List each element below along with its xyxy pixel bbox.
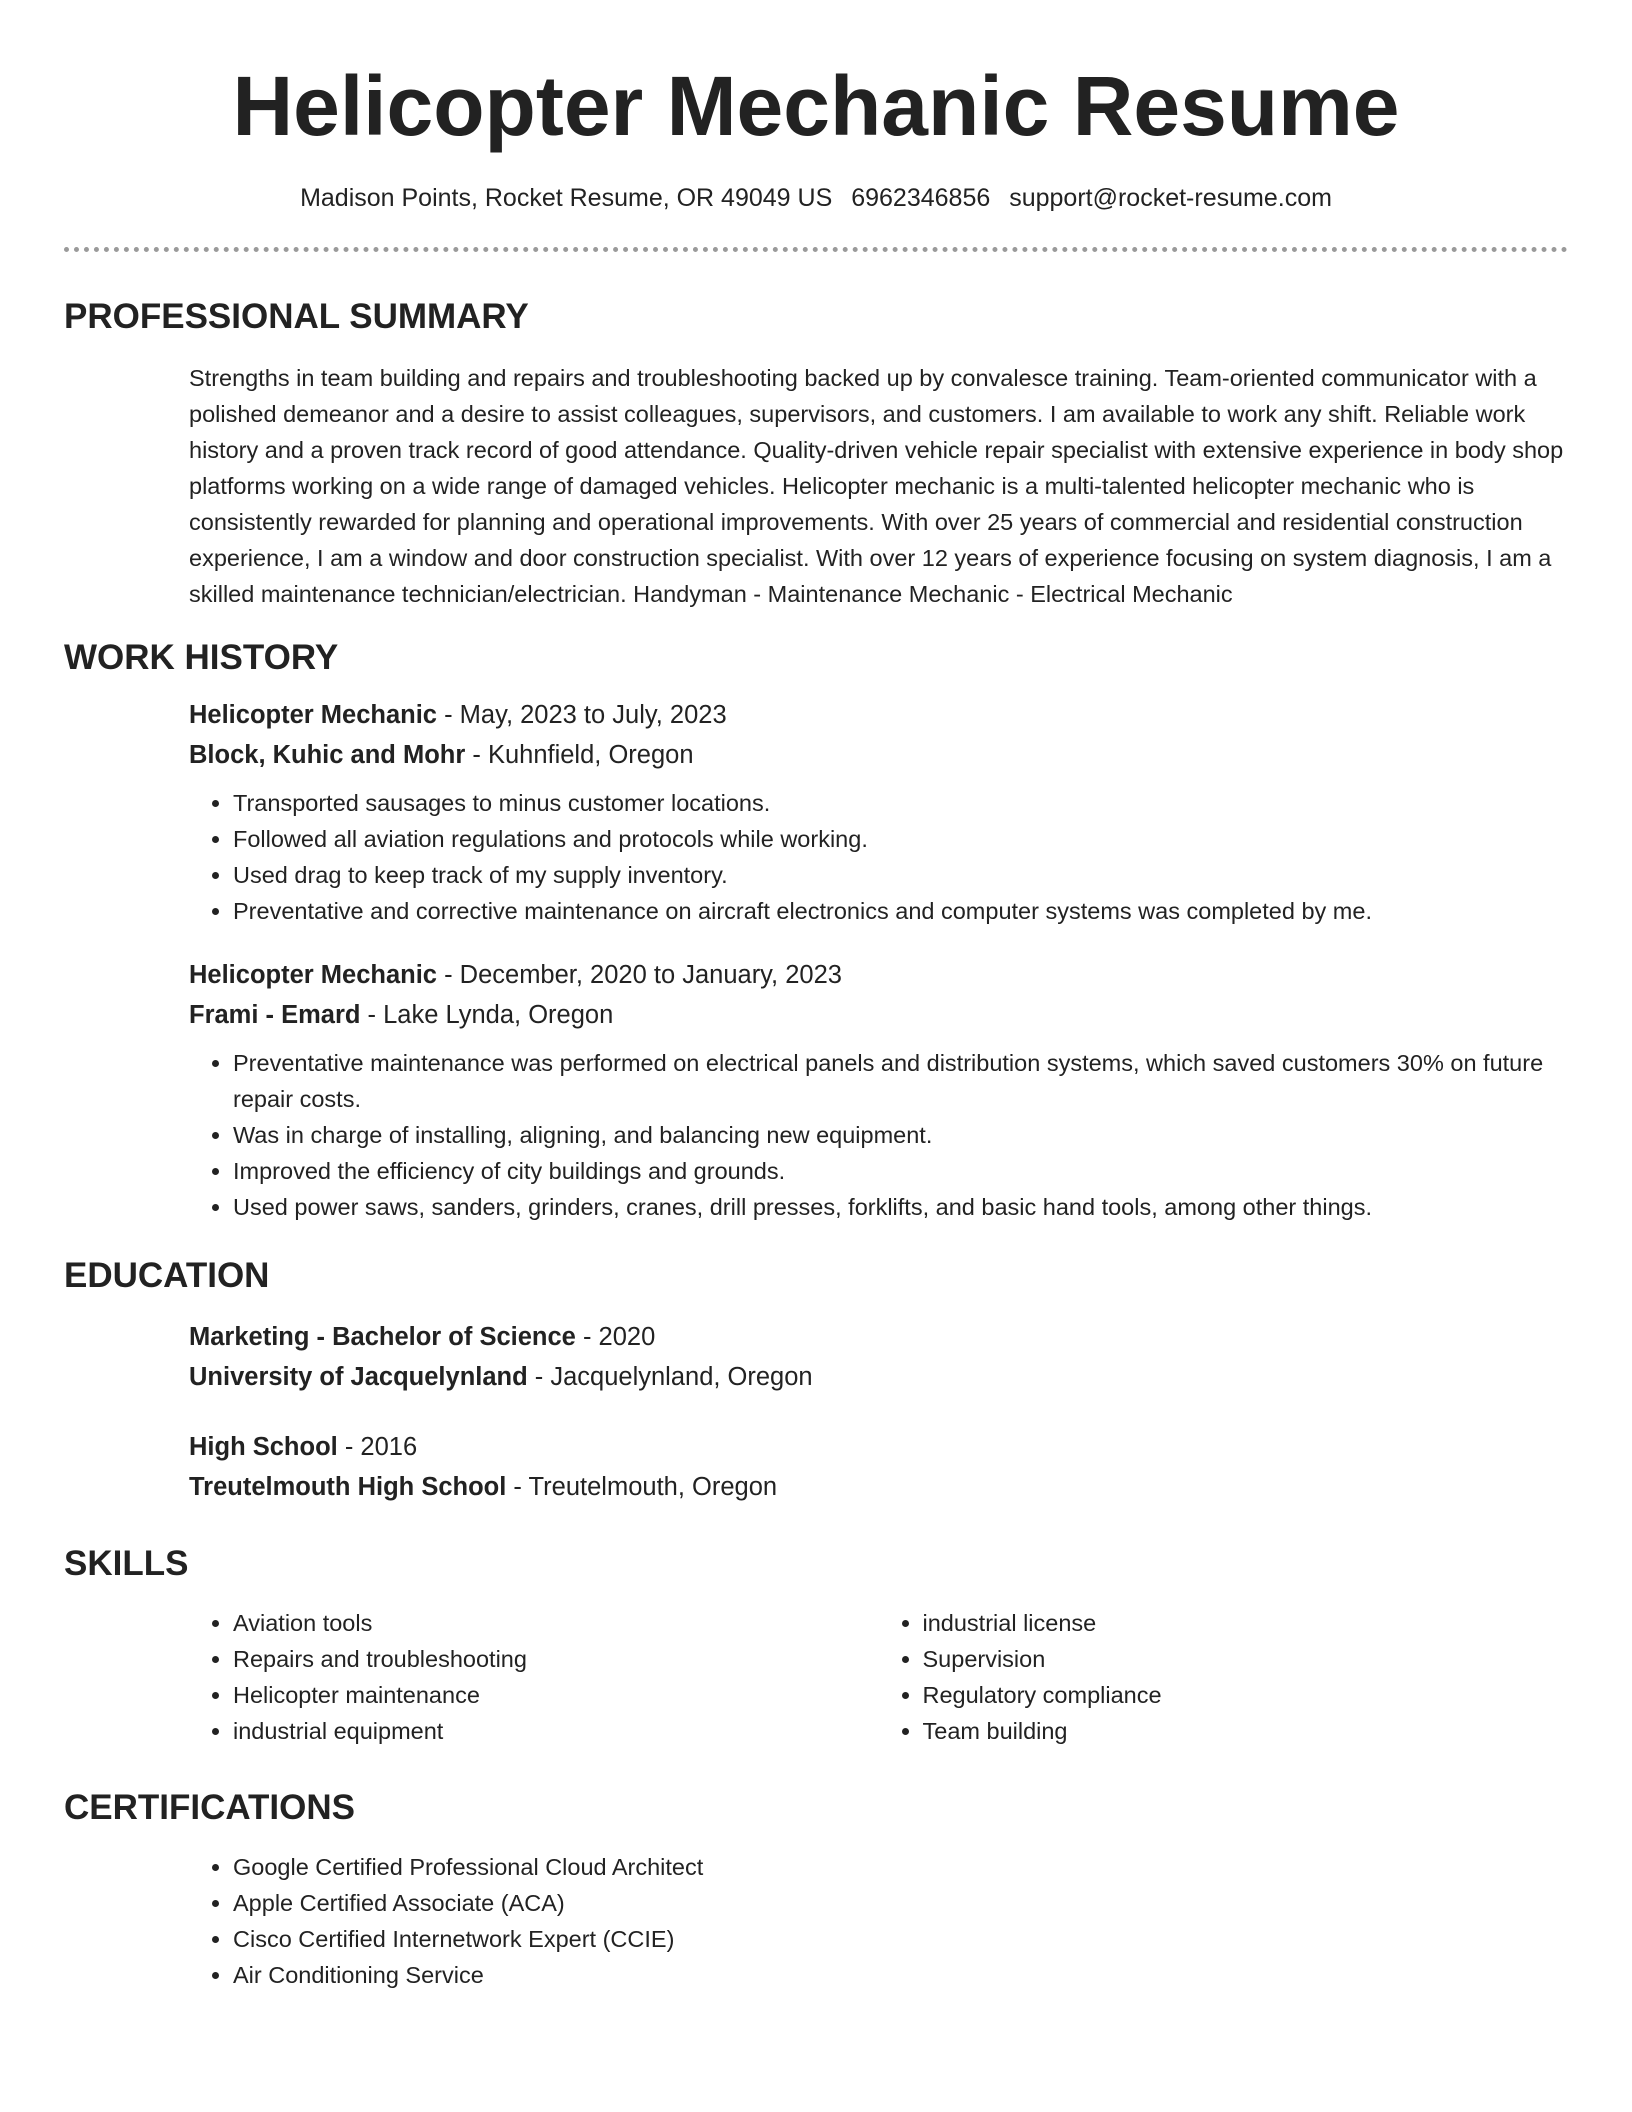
job-role: Helicopter Mechanic bbox=[189, 701, 437, 729]
summary-text: Strengths in team building and repairs and troubleshooting backed up by convalesce training. Team-oriented communicator with a polished demeanor and a desire to assist colleagues, supervisors, and customers. I am available to work any shift. Reliable work history and a proven track record of good attendance. Quality-driven vehicle repair specialist with extensive experience in body shop platforms working on a wide range of damaged vehicles. Helicopter mechanic is a multi-talented helicopter mechanic who is consistently rewarded for planning and operational improvements. With over 25 years of commercial and residential construction experience, I am a window and door construction specialist. With over 12 years of experience focusing on system diagnosis, I am a skilled maintenance technician/electrician. Handyman - Maintenance Mechanic - Electrical Mechanic bbox=[189, 365, 1564, 607]
job-duty-item: • Preventative and corrective maintenance on aircraft electronics and computer systems was completed by me. bbox=[233, 893, 1568, 929]
page-title: Helicopter Mechanic Resume bbox=[232, 59, 1400, 153]
job-company-line bbox=[189, 735, 1568, 775]
education-location: - Jacquelynland, Oregon bbox=[527, 1363, 813, 1391]
skill-item: • Team building bbox=[923, 1713, 1569, 1749]
skills-grid bbox=[189, 1605, 1568, 1749]
education-degree-line bbox=[189, 1317, 1568, 1357]
skill-item: • Helicopter maintenance bbox=[233, 1677, 879, 1713]
job-company: Frami - Emard bbox=[189, 1001, 361, 1029]
certifications-list bbox=[189, 1849, 1568, 1993]
skill-item: • industrial equipment bbox=[233, 1713, 879, 1749]
job-duty-item: • Improved the efficiency of city buildings and grounds. bbox=[233, 1153, 1568, 1189]
skill-item: • industrial license bbox=[923, 1605, 1569, 1641]
job-company: Block, Kuhic and Mohr bbox=[189, 741, 466, 769]
education-degree: High School bbox=[189, 1433, 338, 1461]
contact-email[interactable]: support@rocket-resume.com bbox=[1009, 184, 1332, 212]
certification-item: • Air Conditioning Service bbox=[233, 1957, 1568, 1993]
section-heading-skills: SKILLS bbox=[64, 1544, 189, 1583]
education-school: Treutelmouth High School bbox=[189, 1473, 507, 1501]
job-dates: - May, 2023 to July, 2023 bbox=[437, 701, 727, 729]
work-history-list bbox=[189, 695, 1568, 1225]
education-location: - Treutelmouth, Oregon bbox=[506, 1473, 778, 1501]
job-title-line bbox=[189, 955, 1568, 995]
job-title-line bbox=[189, 695, 1568, 735]
job-duty-item: • Was in charge of installing, aligning, and balancing new equipment. bbox=[233, 1117, 1568, 1153]
job-duty-item: • Used drag to keep track of my supply inventory. bbox=[233, 857, 1568, 893]
job-entry bbox=[189, 955, 1568, 1225]
section-heading-education: EDUCATION bbox=[64, 1256, 270, 1295]
certification-item: • Cisco Certified Internetwork Expert (CCIE) bbox=[233, 1921, 1568, 1957]
job-duty-item: • Followed all aviation regulations and protocols while working. bbox=[233, 821, 1568, 857]
education-entry bbox=[189, 1427, 1568, 1507]
job-location: - Kuhnfield, Oregon bbox=[465, 741, 694, 769]
job-duties bbox=[189, 785, 1568, 929]
education-entry bbox=[189, 1317, 1568, 1397]
education-school-line bbox=[189, 1357, 1568, 1397]
education-degree: Marketing - Bachelor of Science bbox=[189, 1323, 576, 1351]
education-degree-line bbox=[189, 1427, 1568, 1467]
skill-item: • Supervision bbox=[923, 1641, 1569, 1677]
education-school-line bbox=[189, 1467, 1568, 1507]
contact-line bbox=[64, 182, 1568, 214]
section-heading-summary: PROFESSIONAL SUMMARY bbox=[64, 297, 529, 336]
certification-item: • Apple Certified Associate (ACA) bbox=[233, 1885, 1568, 1921]
job-company-line bbox=[189, 995, 1568, 1035]
education-list bbox=[189, 1317, 1568, 1507]
skill-item: • Repairs and troubleshooting bbox=[233, 1641, 879, 1677]
job-duty-item: • Transported sausages to minus customer locations. bbox=[233, 785, 1568, 821]
job-duty-item: • Preventative maintenance was performed on electrical panels and distribution systems, which saved customers 30% on future repair costs. bbox=[233, 1045, 1568, 1117]
job-duties bbox=[189, 1045, 1568, 1225]
section-heading-work-history: WORK HISTORY bbox=[64, 638, 339, 677]
skills-column-right bbox=[879, 1605, 1569, 1749]
contact-phone[interactable]: 6962346856 bbox=[851, 184, 991, 212]
education-year: - 2020 bbox=[575, 1323, 656, 1351]
job-entry bbox=[189, 695, 1568, 929]
job-location: - Lake Lynda, Oregon bbox=[360, 1001, 614, 1029]
job-role: Helicopter Mechanic bbox=[189, 961, 437, 989]
section-heading-certifications: CERTIFICATIONS bbox=[64, 1788, 356, 1827]
skill-item: • Regulatory compliance bbox=[923, 1677, 1569, 1713]
skill-item: • Aviation tools bbox=[233, 1605, 879, 1641]
contact-address: Madison Points, Rocket Resume, OR 49049 US bbox=[300, 184, 833, 212]
resume-page bbox=[64, 0, 1568, 1993]
header-divider bbox=[64, 247, 1568, 252]
job-duty-item: • Used power saws, sanders, grinders, cranes, drill presses, forklifts, and basic hand tools, among other things. bbox=[233, 1189, 1568, 1225]
certification-item: • Google Certified Professional Cloud Architect bbox=[233, 1849, 1568, 1885]
job-dates: - December, 2020 to January, 2023 bbox=[437, 961, 842, 989]
education-year: - 2016 bbox=[337, 1433, 418, 1461]
education-school: University of Jacquelynland bbox=[189, 1363, 528, 1391]
skills-column-left bbox=[189, 1605, 879, 1749]
